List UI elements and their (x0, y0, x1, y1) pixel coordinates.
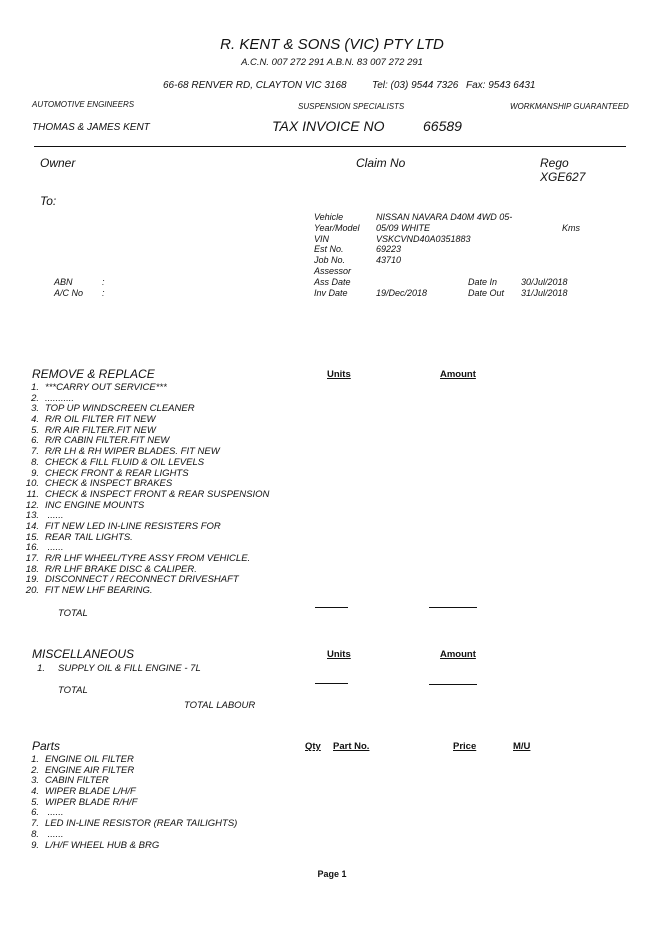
item-text: INC ENGINE MOUNTS (45, 499, 145, 511)
item-number: 3. (31, 403, 39, 415)
item-number: 7. (31, 446, 39, 458)
rr-amount-total-line (429, 607, 477, 608)
item-number: 5. (31, 424, 39, 436)
item-number: 7. (31, 818, 39, 830)
vin-value: VSKCVND40A0351883 (376, 234, 471, 244)
date-in-label: Date In (468, 277, 498, 287)
parts-mu-header: M/U (513, 741, 531, 752)
vin-label: VIN (314, 234, 330, 244)
item-text: R/R AIR FILTER.FIT NEW (45, 424, 156, 436)
item-number: 5. (31, 796, 39, 808)
header-rule (34, 146, 626, 147)
item-number: 19. (25, 574, 39, 586)
date-in-value: 30/Jul/2018 (521, 277, 568, 287)
year-model-value: 05/09 WHITE (376, 223, 431, 233)
item-number: 17. (25, 553, 39, 564)
item-text: CHECK & INSPECT FRONT & REAR SUSPENSION (45, 488, 270, 500)
item-text: LED IN-LINE RESISTOR (REAR TAILIGHTS) (45, 818, 238, 830)
item-text: L/H/F WHEEL HUB & BRG (45, 839, 160, 851)
item-number: 1. (31, 382, 39, 393)
parts-partno-header: Part No. (333, 741, 370, 752)
item-text: ENGINE OIL FILTER (45, 754, 134, 765)
item-text: R/R CABIN FILTER.FIT NEW (45, 435, 170, 447)
misc-units-total-line (315, 683, 348, 684)
list-item (20, 841, 237, 852)
misc-heading: MISCELLANEOUS (32, 647, 135, 661)
item-text: TOP UP WINDSCREEN CLEANER (45, 403, 195, 415)
vehicle-label: Vehicle (314, 212, 344, 222)
est-no-label: Est No. (314, 244, 344, 254)
item-number: 15. (25, 531, 39, 543)
parts-list (20, 755, 237, 851)
year-model-label: Year/Model (314, 223, 360, 233)
inv-date-value: 19/Dec/2018 (376, 288, 428, 298)
item-number: 14. (25, 520, 39, 532)
job-no-value: 43710 (376, 255, 402, 265)
owner-label: Owner (40, 156, 76, 170)
remove-replace-list (20, 383, 269, 597)
item-text: FIT NEW LHF BEARING. (45, 585, 153, 597)
misc-item-number: 1. (37, 663, 45, 674)
claim-label: Claim No (356, 156, 406, 170)
rr-units-header: Units (327, 369, 351, 380)
item-number: 3. (31, 775, 39, 787)
item-text: WIPER BLADE L/H/F (45, 786, 136, 798)
item-number: 18. (25, 563, 39, 575)
item-number: 8. (31, 456, 39, 468)
item-text: DISCONNECT / RECONNECT DRIVESHAFT (45, 574, 239, 586)
parts-qty-header: Qty (305, 741, 321, 752)
item-number: 8. (31, 828, 39, 840)
company-registration: A.C.N. 007 272 291 A.B.N. 83 007 272 291 (241, 57, 423, 68)
kms-label: Kms (562, 223, 580, 233)
invoice-number: 66589 (423, 118, 462, 134)
rego-label: Rego (540, 156, 569, 170)
parts-heading: Parts (32, 739, 61, 753)
item-number: 10. (25, 478, 39, 490)
misc-units-header: Units (327, 649, 351, 660)
company-address: 66-68 RENVER RD, CLAYTON VIC 3168 (163, 80, 347, 91)
item-text: CABIN FILTER (45, 775, 109, 787)
item-text: R/R OIL FILTER FIT NEW (45, 414, 156, 426)
page-number: Page 1 (317, 869, 347, 879)
abn-label: ABN (54, 277, 73, 287)
company-fax: Fax: 9543 6431 (466, 80, 536, 91)
misc-total-label: TOTAL (58, 685, 88, 696)
tagline-workmanship: WORKMANSHIP GUARANTEED (510, 102, 629, 111)
item-text: REAR TAIL LIGHTS. (45, 531, 133, 543)
item-text: ...... (45, 510, 64, 522)
list-item (20, 586, 269, 597)
item-text: ........... (45, 392, 75, 404)
total-labour-label: TOTAL LABOUR (184, 700, 256, 711)
item-text: CHECK FRONT & REAR LIGHTS (45, 467, 189, 479)
ass-date-label: Ass Date (314, 277, 351, 287)
item-number: 1. (31, 754, 39, 765)
item-number: 9. (31, 467, 39, 479)
item-text: FIT NEW LED IN-LINE RESISTERS FOR (45, 520, 221, 532)
item-text: ...... (45, 542, 64, 554)
company-name: R. KENT & SONS (VIC) PTY LTD (220, 36, 444, 53)
rr-total-label: TOTAL (58, 608, 88, 619)
abn-colon: : (102, 277, 105, 287)
tagline-suspension: SUSPENSION SPECIALISTS (298, 102, 405, 111)
company-owners: THOMAS & JAMES KENT (32, 122, 150, 133)
item-number: 4. (31, 414, 39, 426)
inv-date-label: Inv Date (314, 288, 348, 298)
item-text: ***CARRY OUT SERVICE*** (45, 382, 167, 393)
date-out-label: Date Out (468, 288, 505, 298)
item-text: ENGINE AIR FILTER (45, 764, 135, 776)
ac-no-label: A/C No (54, 288, 84, 298)
date-out-value: 31/Jul/2018 (521, 288, 568, 298)
item-number: 12. (25, 499, 39, 511)
item-text: ...... (45, 807, 64, 819)
assessor-label: Assessor (314, 266, 352, 276)
tagline-automotive: AUTOMOTIVE ENGINEERS (32, 100, 135, 109)
item-text: R/R LH & RH WIPER BLADES. FIT NEW (45, 446, 220, 458)
misc-amount-total-line (429, 684, 477, 685)
rr-units-total-line (315, 607, 348, 608)
item-text: WIPER BLADE R/H/F (45, 796, 138, 808)
item-text: ...... (45, 828, 64, 840)
item-number: 4. (31, 786, 39, 798)
item-number: 2. (31, 764, 39, 776)
misc-item-text: SUPPLY OIL & FILL ENGINE - 7L (58, 663, 201, 674)
item-text: CHECK & FILL FLUID & OIL LEVELS (45, 456, 205, 468)
item-number: 20. (25, 585, 39, 597)
item-text: R/R LHF WHEEL/TYRE ASSY FROM VEHICLE. (45, 553, 251, 564)
item-text: CHECK & INSPECT BRAKES (45, 478, 173, 490)
vehicle-value: NISSAN NAVARA D40M 4WD 05- (376, 212, 513, 222)
company-phone: Tel: (03) 9544 7326 (372, 80, 459, 91)
parts-price-header: Price (453, 741, 477, 752)
item-number: 9. (31, 839, 39, 851)
item-number: 6. (31, 807, 39, 819)
item-number: 11. (26, 488, 39, 500)
item-text: R/R LHF BRAKE DISC & CALIPER. (45, 563, 197, 575)
invoice-title: TAX INVOICE NO (272, 118, 385, 134)
item-number: 13. (25, 510, 39, 522)
item-number: 16. (25, 542, 39, 554)
ac-no-colon: : (102, 288, 105, 298)
est-no-value: 69223 (376, 244, 402, 254)
to-label: To: (40, 194, 57, 208)
item-number: 6. (31, 435, 39, 447)
rr-amount-header: Amount (440, 369, 476, 380)
rego-value: XGE627 (540, 170, 586, 184)
remove-replace-heading: REMOVE & REPLACE (32, 367, 155, 381)
misc-amount-header: Amount (440, 649, 476, 660)
job-no-label: Job No. (314, 255, 346, 265)
item-number: 2. (31, 392, 39, 404)
